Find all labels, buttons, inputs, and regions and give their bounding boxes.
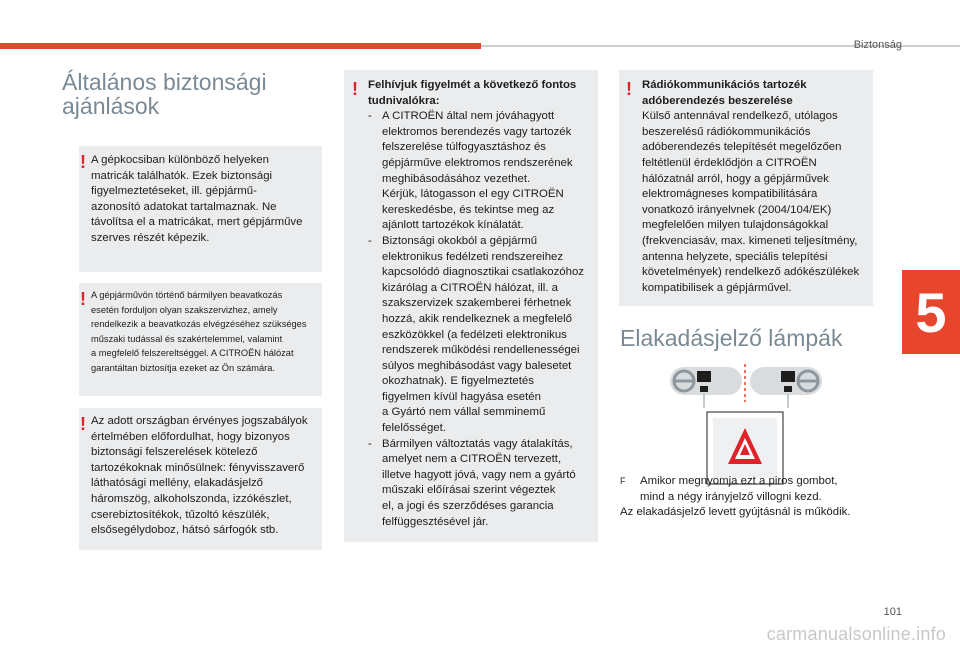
- text-line: háromszög, alkoholszonda, izzókészlet,: [91, 492, 292, 505]
- section-heading: Elakadásjelző lámpák: [620, 325, 843, 351]
- text-line: garantáltan biztosítja ezeket az Ön számára.: [91, 362, 275, 373]
- dash-marker: -: [368, 234, 372, 247]
- warning-icon: !: [626, 79, 632, 99]
- steering-wheel-right-icon: [750, 367, 822, 395]
- page-number: 101: [883, 606, 902, 618]
- text-line: követelmények) rendelkező adókészülékek: [642, 266, 860, 279]
- text-line: adóberendezés telepítését megelőzően: [642, 141, 842, 154]
- text-line: A gépkocsiban különböző helyeken: [91, 154, 269, 166]
- text-line: kompatibilisek a gépjárművel.: [642, 281, 792, 294]
- text-line: láthatósági mellény, elakadásjelző: [91, 477, 264, 490]
- service-text: [91, 288, 321, 376]
- text-line: gépjárműve elektromos rendszerének: [382, 156, 573, 169]
- text-line: okozhatnak). E figyelmeztetés: [382, 375, 534, 388]
- watermark: carmanualsonline.info: [766, 624, 946, 644]
- warning-icon: !: [80, 414, 86, 434]
- text-line: Bármilyen változtatás vagy átalakítás,: [382, 437, 573, 450]
- list-item: [368, 437, 596, 531]
- dash-marker: -: [368, 437, 372, 450]
- dash-marker: -: [368, 110, 372, 123]
- text-line: műszaki tudással és szakértelemmel, valamint: [91, 333, 283, 344]
- text-line: A CITROËN által nem jóváhagyott: [382, 110, 555, 123]
- accessories-text: [368, 78, 596, 530]
- text-line: biztonsági felszerelések kötelező: [91, 446, 258, 459]
- text-line: cserebiztosítékok, tűzoltó készülék,: [91, 508, 270, 521]
- text-line: a megfelelő felszereltséggel. A CITROËN hálózat: [91, 348, 294, 359]
- text-line: A gépjárművön történő bármilyen beavatkozás: [91, 290, 283, 300]
- text-line: hozzá, akik rendelkeznek a megfelelő: [382, 312, 572, 325]
- text-line: megfelelően milyen tulajdonságokkal: [642, 219, 829, 232]
- steering-wheel-left-icon: [670, 367, 742, 395]
- text-line: beszerelésű rádiókommunikációs: [642, 125, 811, 138]
- text-line: amelyet nem a CITROËN tervezett,: [382, 453, 562, 466]
- text-line: távolítsa el a matricákat, mert gépjárműve: [91, 216, 303, 229]
- equipment-text: [91, 414, 323, 539]
- text-line: súlyos meghibásodást vagy balesetet: [382, 359, 572, 372]
- text-line: szerves részét képezik.: [91, 231, 210, 244]
- text-line: Az elakadásjelző levett gyújtásnál is működik.: [620, 506, 851, 519]
- text-line: Amikor megnyomja ezt a piros gombot,: [640, 475, 838, 487]
- text-line: értelmében előfordulhat, hogy bizonyos: [91, 430, 290, 443]
- text-line: elektromos berendezés vagy tartozék: [382, 125, 572, 138]
- header-accent-bar: [0, 43, 481, 49]
- text-line: meghibásodásához vezethet.: [382, 172, 531, 185]
- chapter-tab: 5: [902, 270, 960, 354]
- text-line: felelősséget.: [382, 422, 446, 435]
- text-line: Rádiókommunikációs tartozék: [642, 79, 807, 91]
- text-line: Felhívjuk figyelmét a következő fontos: [368, 79, 577, 91]
- text-line: elektronikus fedélzeti rendszereihez: [382, 250, 564, 263]
- text-line: rendszerek működési rendellenességei: [382, 344, 580, 357]
- text-line: Biztonsági okokból a gépjármű: [382, 234, 538, 247]
- section-title: Biztonság: [853, 39, 902, 51]
- text-line: kereskedésbe, és tekintse meg az: [382, 203, 555, 216]
- text-line: azonosító adatokat tartalmaznak. Ne: [91, 200, 277, 213]
- list-item: [368, 234, 596, 437]
- text-line: Az adott országban érvényes jogszabályok: [91, 415, 308, 427]
- text-line: tudnivalókra:: [368, 94, 440, 107]
- page-title: [62, 70, 322, 118]
- text-line: figyelmen kívül hagyása esetén: [382, 390, 541, 403]
- text-line: vonatkozó irányelvnek (2004/104/EK): [642, 203, 832, 216]
- warning-icon: !: [80, 152, 86, 172]
- bullet-marker: F: [620, 476, 626, 486]
- text-line: adóberendezés beszerelése: [642, 94, 793, 107]
- hazard-instructions: [620, 474, 870, 521]
- stickers-text: [91, 153, 323, 247]
- text-line: rendelkezik a beavatkozás elvégzéséhez szükséges: [91, 319, 307, 330]
- text-line: feltétlenül érdeklődjön a CITROËN: [642, 156, 817, 169]
- text-line: el, a jogi és szerződéses garancia: [382, 500, 554, 513]
- text-line: felfüggesztésével jár.: [382, 515, 489, 528]
- text-line: antenna helyzete, speciális telepítési: [642, 250, 828, 263]
- text-line: matricák találhatók. Ezek biztonsági: [91, 169, 273, 182]
- text-line: eszközökkel (a fedélzeti elektronikus: [382, 328, 567, 341]
- text-line: hálózatnál arról, hogy a gépjárművek: [642, 172, 829, 185]
- text-line: illetve hagyott jóvá, vagy nem a gyártó: [382, 468, 576, 481]
- text-line: kizárólag a CITROËN hálózat, ill. a: [382, 281, 558, 294]
- text-line: szakszervizek szakemberei férhetnek: [382, 297, 572, 310]
- text-line: a Gyártó nem vállal semminemű: [382, 406, 546, 419]
- text-line: esetén forduljon olyan szakszervizhez, amely: [91, 304, 278, 315]
- list-item: [620, 474, 870, 505]
- text-line: műszaki előírásai szerint végeztek: [382, 484, 556, 497]
- text-line: Kérjük, látogasson el egy CITROËN: [382, 188, 564, 201]
- radio-text: [642, 78, 872, 296]
- text-line: elektromágneses kompatibilitására: [642, 188, 818, 201]
- text-line: felszerelése túlfogyasztáshoz és: [382, 141, 546, 154]
- warning-icon: !: [352, 79, 358, 99]
- text-line: ajánlott tartozékok kínálatát.: [382, 219, 524, 232]
- warning-icon: !: [80, 289, 86, 309]
- text-line: Külső antennával rendelkező, utólagos: [642, 110, 838, 123]
- text-line: kapcsolódó diagnosztikai csatlakozóhoz: [382, 266, 584, 279]
- text-line: elsősegélydoboz, hátsó sárfogók stb.: [91, 524, 279, 537]
- text-line: (frekvenciasáv, max. kimeneti teljesítmény,: [642, 234, 858, 247]
- text-line: tartozékoknak minősülnek: fényvisszaverő: [91, 461, 305, 474]
- list-item: [368, 109, 596, 234]
- text-line: mind a négy irányjelző villogni kezd.: [640, 490, 822, 503]
- text-line: figyelmeztetéseket, ill. gépjármű-: [91, 185, 257, 198]
- page-title-line: Általános biztonsági: [62, 69, 267, 95]
- page-title-line: ajánlások: [62, 93, 160, 119]
